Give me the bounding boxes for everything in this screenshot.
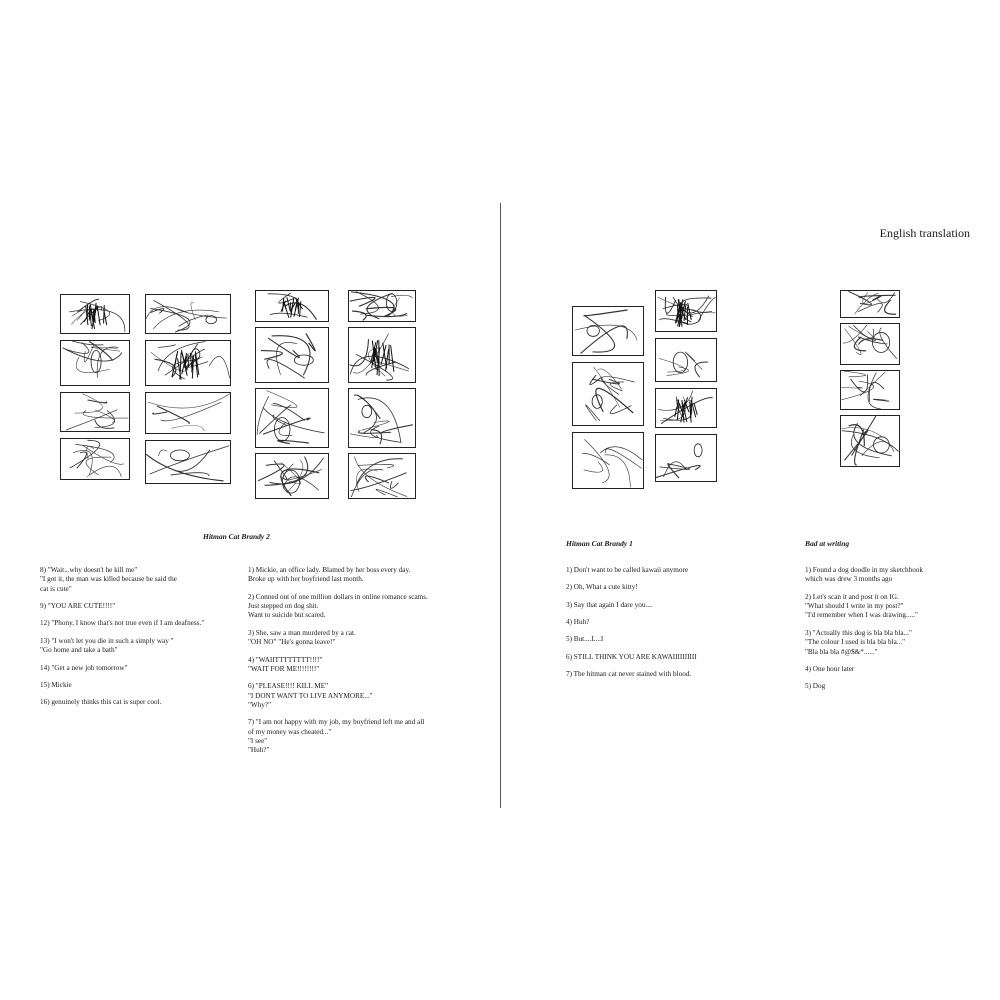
translation-item	[566, 653, 697, 662]
translation-line: "I see"	[248, 737, 268, 746]
translation-line: 8) "Wait...why doesn't he kill me"	[40, 566, 138, 574]
translation-item	[805, 682, 923, 691]
translation-item	[40, 664, 204, 673]
comic-panel	[145, 392, 231, 434]
comic-strip	[145, 294, 231, 484]
translation-line: 1) Mickie, an office lady. Blamed by her boss every day.	[248, 566, 411, 574]
translation-line: 3) Say that again I dare you....	[566, 600, 653, 609]
comic-panel	[572, 362, 644, 426]
translation-line: 2) Conned out of one million dollars in online romance scams.	[248, 592, 428, 601]
translation-item	[40, 681, 204, 690]
comic-strip	[840, 290, 900, 467]
translation-line: "Huh?"	[248, 746, 270, 755]
page-heading: English translation	[879, 226, 970, 240]
comic-panel	[840, 415, 900, 467]
comic-panel	[255, 453, 329, 499]
comic-panel	[655, 338, 717, 382]
translation-line: 6) STILL THINK YOU ARE KAWAIIIIIIIIII	[566, 652, 697, 661]
translation-line: 4) "WAIITTTTTTTT!!!!"	[248, 655, 323, 664]
comic-strip	[348, 290, 416, 499]
comic-caption-right: Bad at writing	[805, 539, 850, 548]
translation-line: 7) "I am not happy with my job, my boyfriend left me and all	[248, 718, 425, 727]
translation-line: cat is cute"	[40, 584, 72, 593]
translation-item	[40, 698, 204, 707]
translation-item	[248, 629, 428, 648]
translation-line: Just stepped on dog shit.	[248, 602, 319, 611]
translation-line: 12) "Phony, I know that's not true even if I am deafness."	[40, 619, 205, 628]
translation-line: 9) "YOU ARE CUTE!!!!"	[40, 602, 116, 611]
translation-line: "I'd remember when I was drawing....."	[805, 611, 918, 620]
translation-line: "WAIT FOR ME!!!!!!!!"	[248, 664, 320, 673]
translation-line: 4) Huh?	[566, 618, 590, 627]
page-divider	[500, 203, 501, 808]
translation-line: 2) Let's scan it and post it on IG.	[805, 592, 899, 601]
comic-panel	[572, 432, 644, 489]
translation-item	[40, 566, 204, 594]
translation-line: 15) Mickie	[40, 680, 72, 689]
translation-column-b	[248, 566, 428, 764]
comic-panel	[348, 327, 416, 383]
translation-line: "Go home and take a bath"	[40, 646, 118, 655]
comic-panel	[655, 290, 717, 332]
translation-item	[805, 593, 923, 621]
translation-line: Broke up with her boyfriend last month.	[248, 575, 364, 584]
comic-panel	[60, 340, 130, 386]
translation-column-c	[566, 566, 697, 688]
translation-item	[248, 593, 428, 621]
translation-line: 7) The hitman cat never stained with blood.	[566, 670, 692, 679]
translation-item	[248, 656, 428, 675]
comic-panel	[145, 340, 231, 386]
translation-line: "I DONT WANT TO LIVE ANYMORE..."	[248, 691, 373, 700]
comic-panel	[655, 388, 717, 428]
comic-panel	[348, 290, 416, 322]
comic-panel	[145, 440, 231, 484]
translation-item	[566, 670, 697, 679]
translation-line: 4) One hour later	[805, 664, 855, 673]
comic-panel	[60, 294, 130, 334]
translation-item	[566, 583, 697, 592]
translation-line: "OH NO" "He's gonna leave!"	[248, 638, 336, 647]
translation-item	[248, 566, 428, 585]
translation-column-d	[805, 566, 923, 700]
translation-item	[40, 637, 204, 656]
translation-item	[566, 601, 697, 610]
comic-panel	[840, 290, 900, 318]
comic-strip	[572, 306, 644, 489]
translation-item	[40, 619, 204, 628]
translation-line: 16) genuinely thinks this cat is super cool.	[40, 698, 162, 707]
translation-line: 6) "PLEASE!!!! KILL ME"	[248, 682, 329, 691]
comic-strip	[255, 290, 329, 499]
comic-panel	[348, 453, 416, 499]
comic-panel	[145, 294, 231, 334]
translation-line: of my money was cheated..."	[248, 727, 332, 736]
comic-panel	[60, 392, 130, 432]
translation-line: 3) She, saw a man murdered by a cat.	[248, 628, 356, 637]
comic-panel	[60, 438, 130, 480]
translation-item	[805, 665, 923, 674]
translation-line: 14) "Get a new job tomorrow"	[40, 663, 128, 672]
translation-item	[248, 718, 428, 755]
comic-caption-mid: Hitman Cat Brandy 1	[566, 539, 633, 548]
comic-strip	[60, 294, 130, 480]
translation-item	[248, 682, 428, 710]
translation-item	[805, 566, 923, 585]
comic-panel	[255, 290, 329, 322]
translation-line: Want to suicide but scared.	[248, 611, 326, 620]
comic-panel	[255, 388, 329, 448]
comic-panel	[840, 370, 900, 410]
comic-panel	[348, 388, 416, 448]
comic-panel	[655, 434, 717, 482]
comic-panel	[572, 306, 644, 356]
translation-item	[566, 635, 697, 644]
translation-line: "What should I write in my post?"	[805, 602, 904, 611]
comic-strip	[655, 290, 717, 482]
translation-item	[566, 566, 697, 575]
translation-line: which was drew 3 months ago	[805, 575, 893, 584]
translation-line: "Why?"	[248, 700, 272, 709]
translation-item	[805, 629, 923, 657]
translation-line: 2) Oh, What a cute kitty!	[566, 583, 638, 592]
translation-line: "The colour I used is bla bla bla..."	[805, 638, 906, 647]
translation-column-a	[40, 566, 204, 716]
translation-line: "I got it, the man was killed because he said the	[40, 575, 177, 584]
translation-line: 1) Found a dog doodle in my sketchbook	[805, 566, 923, 574]
comic-panel	[840, 323, 900, 365]
translation-line: 13) "I won't let you die in such a simply way "	[40, 636, 174, 645]
translation-line: "Bla bla bla #@$&*......"	[805, 647, 878, 656]
translation-item	[40, 602, 204, 611]
translation-line: 5) Dog	[805, 682, 826, 691]
translation-line: 5) But....I....I	[566, 635, 604, 644]
comic-panel	[255, 327, 329, 383]
comic-caption-left: Hitman Cat Brandy 2	[203, 532, 270, 541]
translation-line: 1) Don't want to be called kawaii anymore	[566, 566, 689, 574]
translation-item	[566, 618, 697, 627]
translation-line: 3) "Actually this dog is bla bla bla..."	[805, 628, 912, 637]
